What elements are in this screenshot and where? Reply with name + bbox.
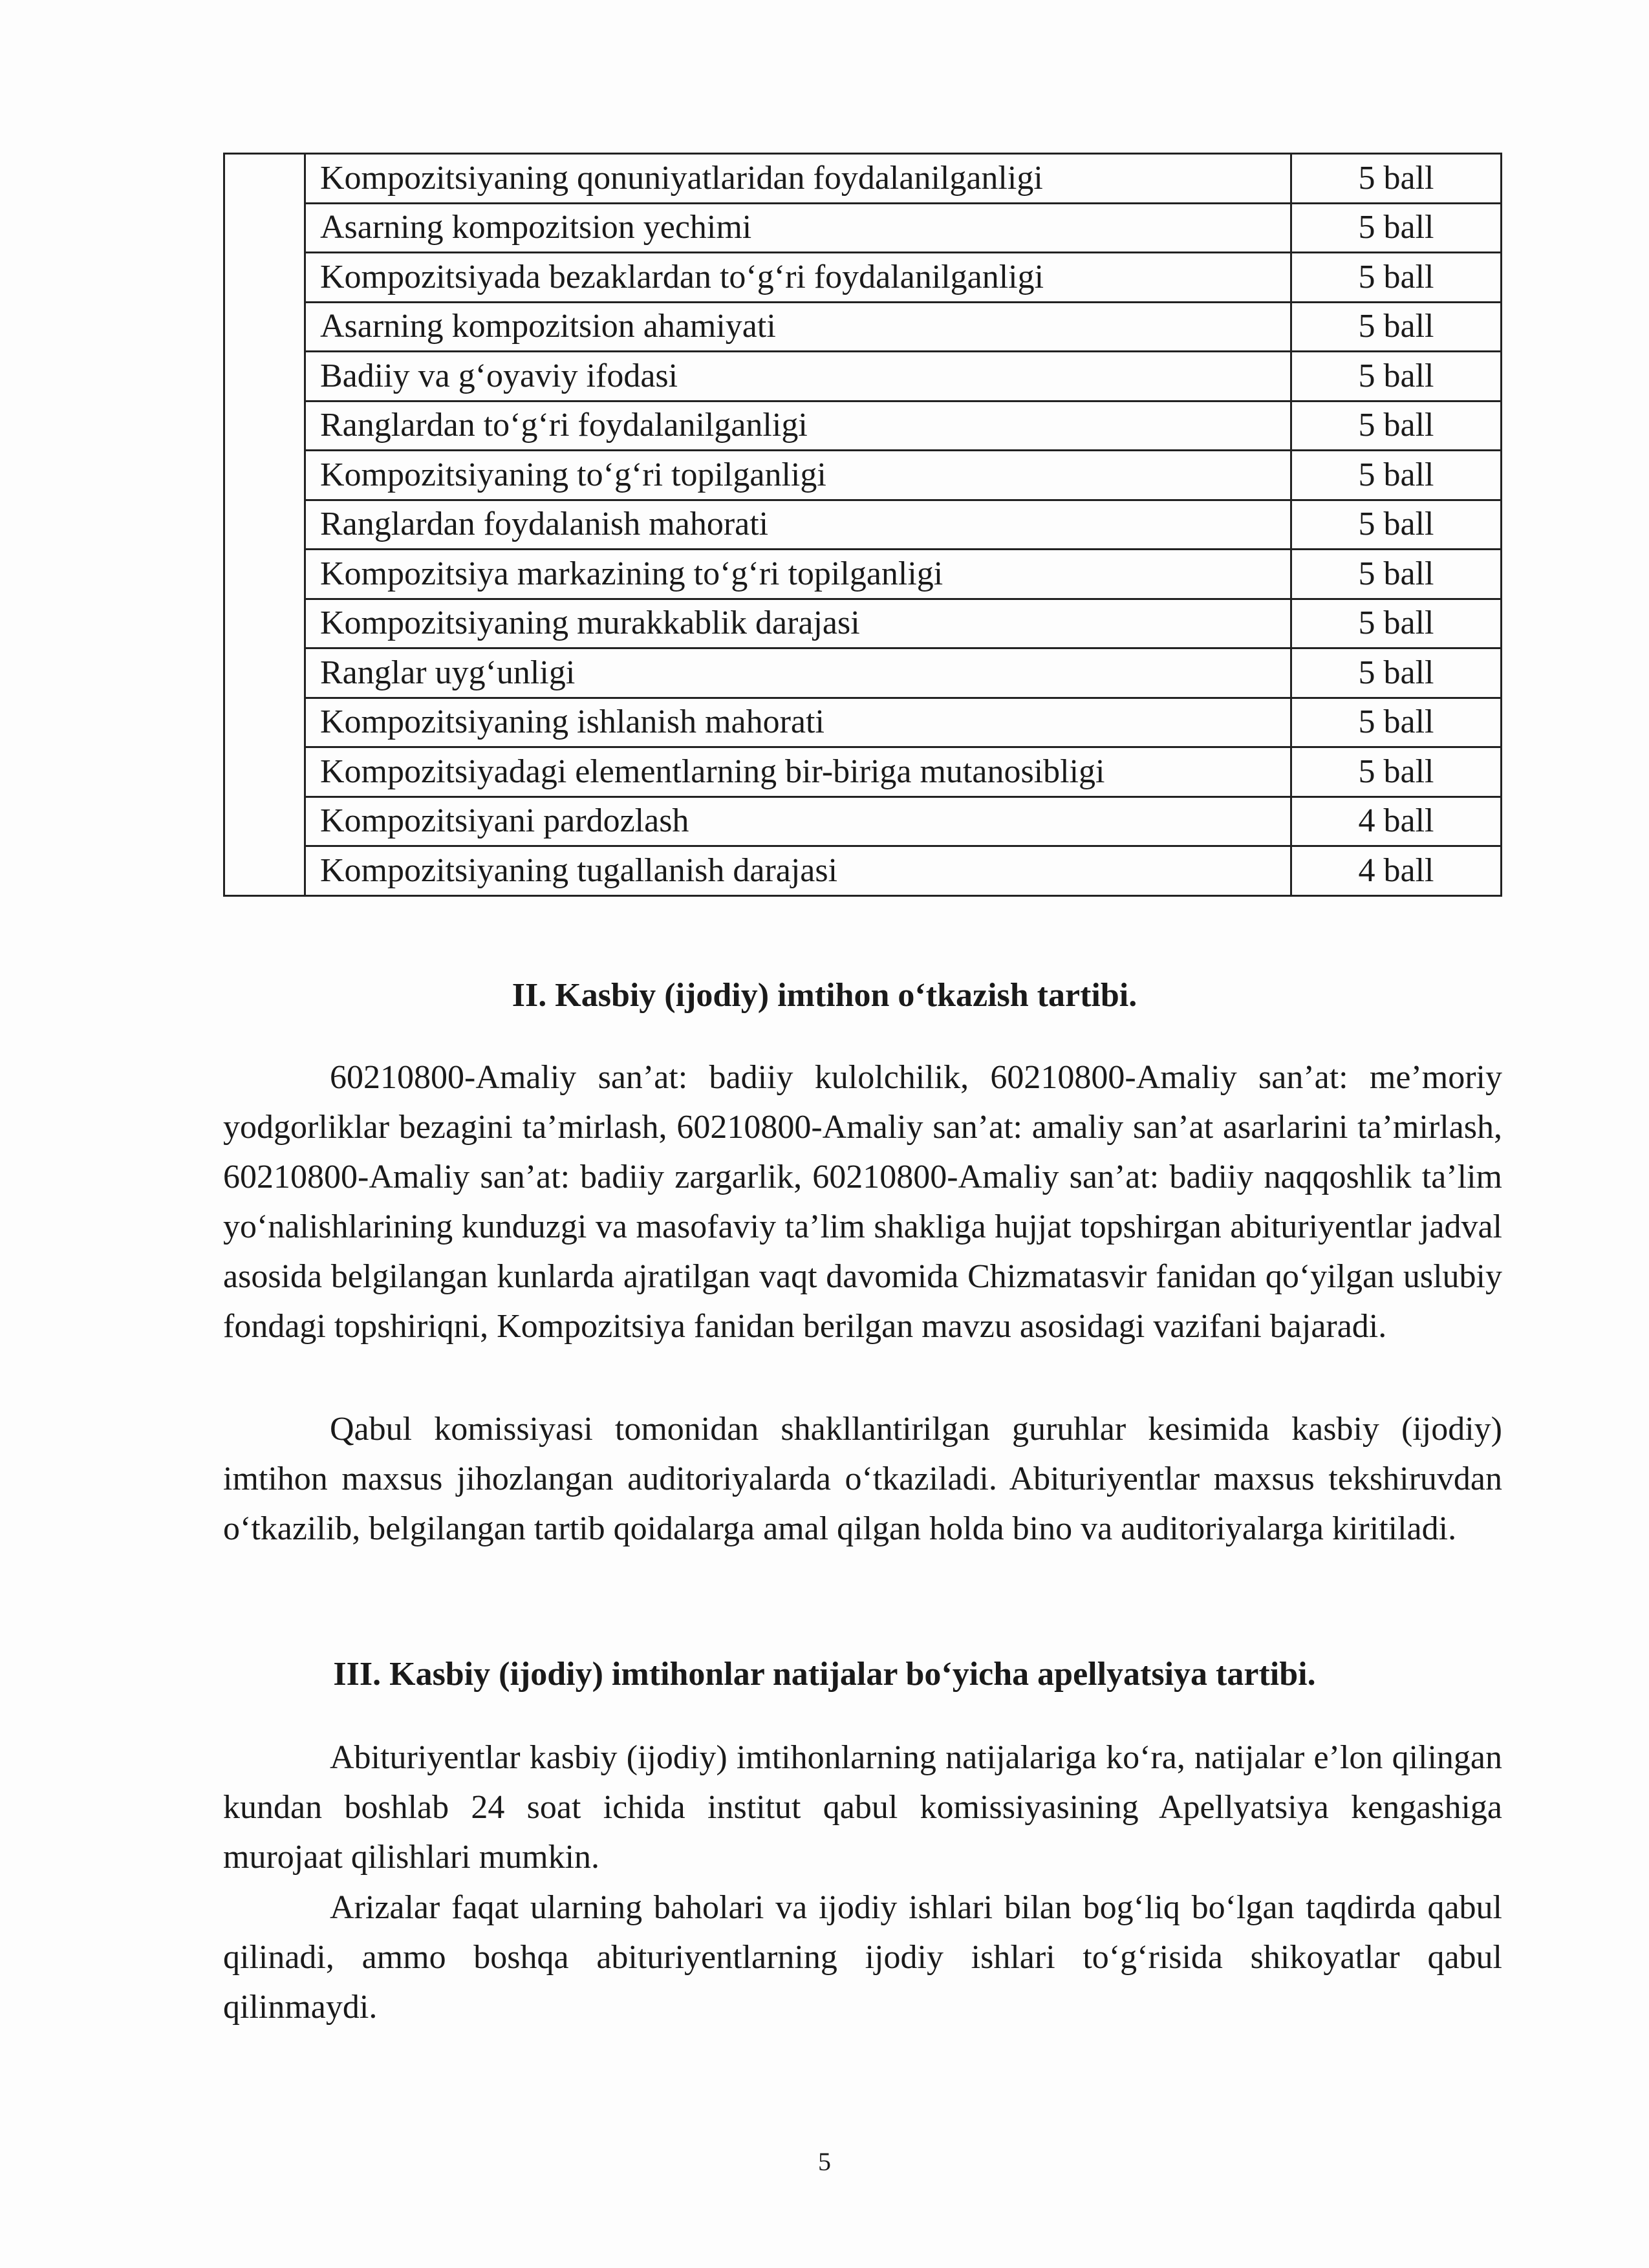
criterion-label: Badiiy va g‘oyaviy ifodasi xyxy=(305,352,1291,401)
table-row xyxy=(224,797,1502,846)
criterion-score: 5 ball xyxy=(1291,451,1502,500)
criterion-label: Kompozitsiyani pardozlash xyxy=(305,797,1291,846)
table-row xyxy=(224,302,1502,352)
table-row xyxy=(224,500,1502,550)
criterion-label: Kompozitsiyadagi elementlarning bir-biriga mutanosibligi xyxy=(305,747,1291,797)
criterion-label: Kompozitsiyaning murakkablik darajasi xyxy=(305,599,1291,648)
section-3-paragraph-1: Abituriyentlar kasbiy (ijodiy) imtihonlarning natijalariga ko‘ra, natijalar e’lon qilingan kundan boshlab 24 soat ichida institut qabul komissiyasining Apellyatsiya kengashiga murojaat qilishlari mumkin. xyxy=(223,1739,1502,1876)
table-row xyxy=(224,648,1502,698)
criteria-table xyxy=(223,153,1502,897)
criteria-table-body xyxy=(224,154,1502,896)
criterion-label: Asarning kompozitsion ahamiyati xyxy=(305,302,1291,352)
criterion-score: 5 ball xyxy=(1291,648,1502,698)
criterion-label: Kompozitsiyaning qonuniyatlaridan foydalanilganligi xyxy=(305,154,1291,204)
section-2-paragraph-1: 60210800-Amaliy san’at: badiiy kulolchilik, 60210800-Amaliy san’at: me’moriy yodgorliklar bezagini ta’mirlash, 60210800-Amaliy san’at: amaliy san’at asarlarini ta’mirlash, 60210800-Amaliy san’at: badiiy zargarlik, 60210800-Amaliy san’at: badiiy naqqoshlik ta’lim yo‘nalishlarining kunduzgi va masofaviy ta’lim shakliga hujjat topshirgan abituriyentlar jadval asosida belgilangan kunlarda ajratilgan vaqt davomida Chizmatasvir fanidan qo‘yilgan uslubiy fondagi topshiriqni, Kompozitsiya fanidan berilgan mavzu asosidagi vazifani bajaradi. xyxy=(223,1059,1502,1345)
criterion-label: Kompozitsiyaning ishlanish mahorati xyxy=(305,698,1291,747)
criterion-label: Kompozitsiyaning tugallanish darajasi xyxy=(305,846,1291,896)
criterion-score: 5 ball xyxy=(1291,550,1502,599)
table-row xyxy=(224,401,1502,451)
table-row xyxy=(224,599,1502,648)
criterion-score: 5 ball xyxy=(1291,698,1502,747)
criterion-score: 4 ball xyxy=(1291,797,1502,846)
criterion-label: Kompozitsiyaning to‘g‘ri topilganligi xyxy=(305,451,1291,500)
section-3-heading: III. Kasbiy (ijodiy) imtihonlar natijalar bo‘yicha apellyatsiya tartibi. xyxy=(333,1656,1316,1693)
criterion-label: Ranglar uyg‘unligi xyxy=(305,648,1291,698)
table-row xyxy=(224,451,1502,500)
criterion-score: 5 ball xyxy=(1291,599,1502,648)
table-row xyxy=(224,698,1502,747)
criterion-label: Kompozitsiya markazining to‘g‘ri topilganligi xyxy=(305,550,1291,599)
table-row xyxy=(224,253,1502,303)
section-2-heading: II. Kasbiy (ijodiy) imtihon o‘tkazish tartibi. xyxy=(512,977,1137,1014)
criterion-label: Asarning kompozitsion yechimi xyxy=(305,203,1291,253)
criterion-label: Ranglardan foydalanish mahorati xyxy=(305,500,1291,550)
table-row xyxy=(224,550,1502,599)
criterion-score: 5 ball xyxy=(1291,747,1502,797)
criterion-label: Kompozitsiyada bezaklardan to‘g‘ri foydalanilganligi xyxy=(305,253,1291,303)
criterion-score: 5 ball xyxy=(1291,352,1502,401)
criterion-score: 5 ball xyxy=(1291,500,1502,550)
criterion-label: Ranglardan to‘g‘ri foydalanilganligi xyxy=(305,401,1291,451)
criterion-score: 5 ball xyxy=(1291,302,1502,352)
section-2-paragraph-2: Qabul komissiyasi tomonidan shakllantirilgan guruhlar kesimida kasbiy (ijodiy) imtihon maxsus jihozlangan auditoriyalarda o‘tkaziladi. Abituriyentlar maxsus tekshiruvdan o‘tkazilib, belgilangan tartib qoidalarga amal qilgan holda bino va auditoriyalarga kiritiladi. xyxy=(223,1411,1502,1547)
criterion-score: 4 ball xyxy=(1291,846,1502,896)
row-number-cell xyxy=(224,154,305,896)
table-row xyxy=(224,352,1502,401)
table-row xyxy=(224,846,1502,896)
criterion-score: 5 ball xyxy=(1291,401,1502,451)
table-row xyxy=(224,154,1502,204)
table-row xyxy=(224,747,1502,797)
criterion-score: 5 ball xyxy=(1291,253,1502,303)
page-number: 5 xyxy=(818,2147,831,2176)
criterion-score: 5 ball xyxy=(1291,154,1502,204)
section-3-paragraph-2: Arizalar faqat ularning baholari va ijodiy ishlari bilan bog‘liq bo‘lgan taqdirda qabul qilinadi, ammo boshqa abituriyentlarning ijodiy ishlari to‘g‘risida shikoyatlar qabul qilinmaydi. xyxy=(223,1889,1502,2026)
table-row xyxy=(224,203,1502,253)
criterion-score: 5 ball xyxy=(1291,203,1502,253)
